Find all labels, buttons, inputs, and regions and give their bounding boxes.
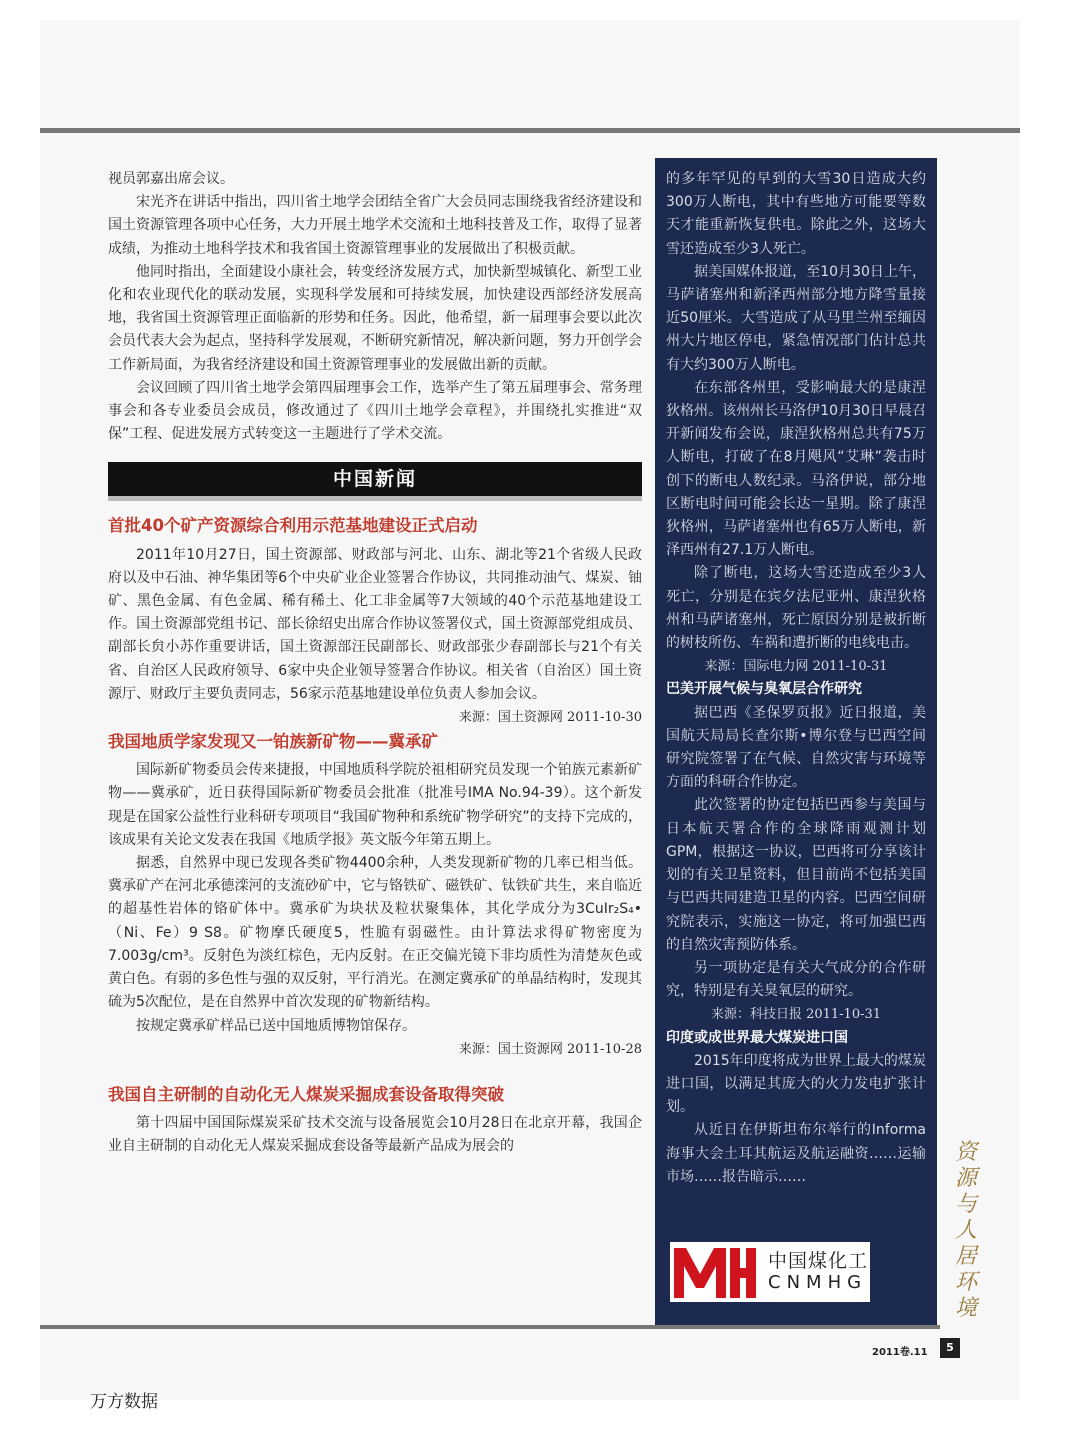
paragraph: 此次签署的协定包括巴西参与美国与日本航天署合作的全球降雨观测计划GPM，根据这一协议，巴西将可分享该计划的有关卫星资料，但目前尚不包括美国与巴西共同建造卫星的内容。巴西空间研究院表示，实施这一协定，将可加强巴西的自然灾害预防体系。 <box>666 797 926 953</box>
paragraph: 第十四届中国国际煤炭采矿技术交流与设备展览会10月28日在北京开幕，我国企业自主研制的自动化无人煤炭采掘成套设备等最新产品成为展会的 <box>108 1115 642 1155</box>
paragraph: 除了断电，这场大雪还造成至少3人死亡，分别是在宾夕法尼亚州、康涅狄格州和马萨诸塞州，死亡原因分别是被折断的树枝所伤、车祸和遭折断的电线电击。 <box>666 565 926 652</box>
article-source: 来源：国土资源网 2011-10-30 <box>458 710 642 726</box>
paragraph: 视员郭嘉出席会议。 <box>108 171 234 187</box>
paragraph: 会议回顾了四川省土地学会第四届理事会工作，选举产生了第五届理事会、常务理事会和各专业委员会成员，修改通过了《四川土地学会章程》，并围绕扎实推进“双保”工程、促进发展方式转变这一主题进行了学术交流。 <box>108 379 642 443</box>
issue-label: 2011卷.11 <box>872 1347 928 1358</box>
article-source: 来源：科技日报 2011-10-31 <box>710 1007 882 1023</box>
article-source: 来源：国际电力网 2011-10-31 <box>704 659 888 675</box>
article-headline: 印度或成世界最大煤炭进口国 <box>666 1029 848 1046</box>
paragraph: 在东部各州里，受影响最大的是康涅狄格州。该州州长马洛伊10月30日早晨召开新闻发布会说，康涅狄格州总共有75万人断电，打破了在8月飓风“艾琳”袭击时创下的断电人数纪录。马洛伊说，部分地区断电时间可能会长达一星期。除了康涅狄格州，马萨诸塞州也有65万人断电，新泽西州有27.1万人断电。 <box>666 379 926 559</box>
logo-english-text: CNMHG <box>768 1272 868 1293</box>
right-sidebar-column <box>655 158 937 1328</box>
logo-chinese-text: 中国煤化工 <box>768 1250 869 1272</box>
section-banner <box>108 462 642 496</box>
top-rule <box>40 128 1020 133</box>
paragraph: 另一项协定是有关大气成分的合作研究，特别是有关臭氧层的研究。 <box>666 959 926 1000</box>
magazine-page <box>40 20 1020 1400</box>
paragraph: 2015年印度将成为世界上最大的煤炭进口国，以满足其庞大的火力发电扩张计划。 <box>666 1052 926 1116</box>
watermark-text: 万方数据 <box>90 1392 158 1412</box>
mh-logo-icon <box>672 1244 756 1300</box>
left-column <box>108 168 642 1159</box>
paragraph: 从近日在伊斯坦布尔举行的Informa海事大会土耳其航运及航运融资……运输市场……报告暗示…… <box>666 1122 926 1185</box>
paragraph: 据巴西《圣保罗页报》近日报道，美国航天局局长查尔斯•博尔登与巴西空间研究院签署了在气候、自然灾害与环境等方面的科研合作协定。 <box>666 704 926 791</box>
paragraph: 据美国媒体报道，至10月30日上午，马萨诸塞州和新泽西州部分地方降雪量接近50厘米。大雪造成了从马里兰州至缅因州大片地区停电，紧急情况部门估计总共有大约300万人断电。 <box>666 263 926 373</box>
article-headline: 巴美开展气候与臭氧层合作研究 <box>666 681 862 698</box>
article-text: 2011年10月27日，国土资源部、财政部与河北、山东、湖北等21个省级人民政府以及中石油、神华集团等6个中央矿业企业签署合作协议，共同推动油气、煤炭、铀矿、黑色金属、有色金属、稀有稀土、化工非金属等7大领域的40个示范基地建设工作。国土资源部党组书记、部长徐绍史出席合作协议签署仪式，国土资源部党组成员、副部长贠小苏作重要讲话，国土资源部汪民副部长、财政部张少春副部长与21个有关省、自治区人民政府领导、6家中央企业领导签署合作协议。相关省（自治区）国土资源厅、财政厅主要负责同志，56家示范基地建设单位负责人参加会议。 <box>108 546 642 702</box>
cnmhg-logo <box>670 1242 870 1302</box>
paragraph: 据悉，自然界中现已发现各类矿物4400余种，人类发现新矿物的几率已相当低。冀承矿产在河北承德滦河的支流砂矿中，它与铬铁矿、磁铁矿、钛铁矿共生，来自临近的超基性岩体的铬矿体中。冀承矿为块状及粒状聚集体，其化学成分为3CuIr₂S₄•（Ni、Fe）9 S8。矿物摩氏硬度5，性脆有弱磁性。由计算法求得矿物密度为7.003g/cm³。反射色为淡红棕色，无内反射。在正交偏光镜下非均质性为清楚灰色或黄白色。有弱的多色性与强的双反射，平行消光。在测定冀承矿的单晶结构时，发现其硫为5次配位，是在自然界中首次发现的矿物新结构。 <box>108 855 642 1011</box>
page-number: 5 <box>940 1338 960 1358</box>
bottom-rule <box>40 1325 940 1329</box>
paragraph: 按规定冀承矿样品已送中国地质博物馆保存。 <box>136 1017 416 1034</box>
article-headline: 首批40个矿产资源综合利用示范基地建设正式启动 <box>108 516 478 536</box>
article-headline: 我国地质学家发现又一铂族新矿物——冀承矿 <box>108 732 438 752</box>
paragraph: 的多年罕见的早到的大雪30日造成大约300万人断电，其中有些地方可能要等数天才能重新恢复供电。除此之外，这场大雪还造成至少3人死亡。 <box>666 171 926 257</box>
section-title: 中国新闻 <box>332 468 417 491</box>
paragraph: 国际新矿物委员会传来捷报，中国地质科学院於祖相研究员发现一个铂族元素新矿物——冀承矿，近日获得国际新矿物委员会批准（批准号IMA No.94-39）。这个新发现是在国家公益性行业科研专项项目“我国矿物种和系统矿物学研究”的支持下完成的，该成果有关论文发表在我国《地质学报》英文版今年第五期上。 <box>108 762 642 848</box>
article-headline: 我国自主研制的自动化无人煤炭采掘成套设备取得突破 <box>108 1084 504 1104</box>
paragraph: 宋光齐在讲话中指出，四川省土地学会团结全省广大会员同志围绕我省经济建设和国土资源管理各项中心任务，大力开展土地学术交流和土地科技普及工作，取得了显著成绩，为推动土地科学技术和我省国土资源管理事业的发展做出了积极贡献。 <box>108 194 642 257</box>
article-source: 来源：国土资源网 2011-10-28 <box>458 1041 642 1057</box>
magazine-title-calligraphy: 资源与人居环境 <box>955 1140 978 1321</box>
paragraph: 他同时指出，全面建设小康社会，转变经济发展方式，加快新型城镇化、新型工业化和农业现代化的联动发展，实现科学发展和可持续发展，加快建设西部经济发展高地，我省国土资源管理正面临新的形势和任务。因此，他希望，新一届理事会要以此次会员代表大会为起点，坚持科学发展观，不断研究新情况，解决新问题，努力开创学会工作新局面，为我省经济建设和国土资源管理事业的发展做出新的贡献。 <box>108 263 642 373</box>
paragraph <box>108 544 642 726</box>
